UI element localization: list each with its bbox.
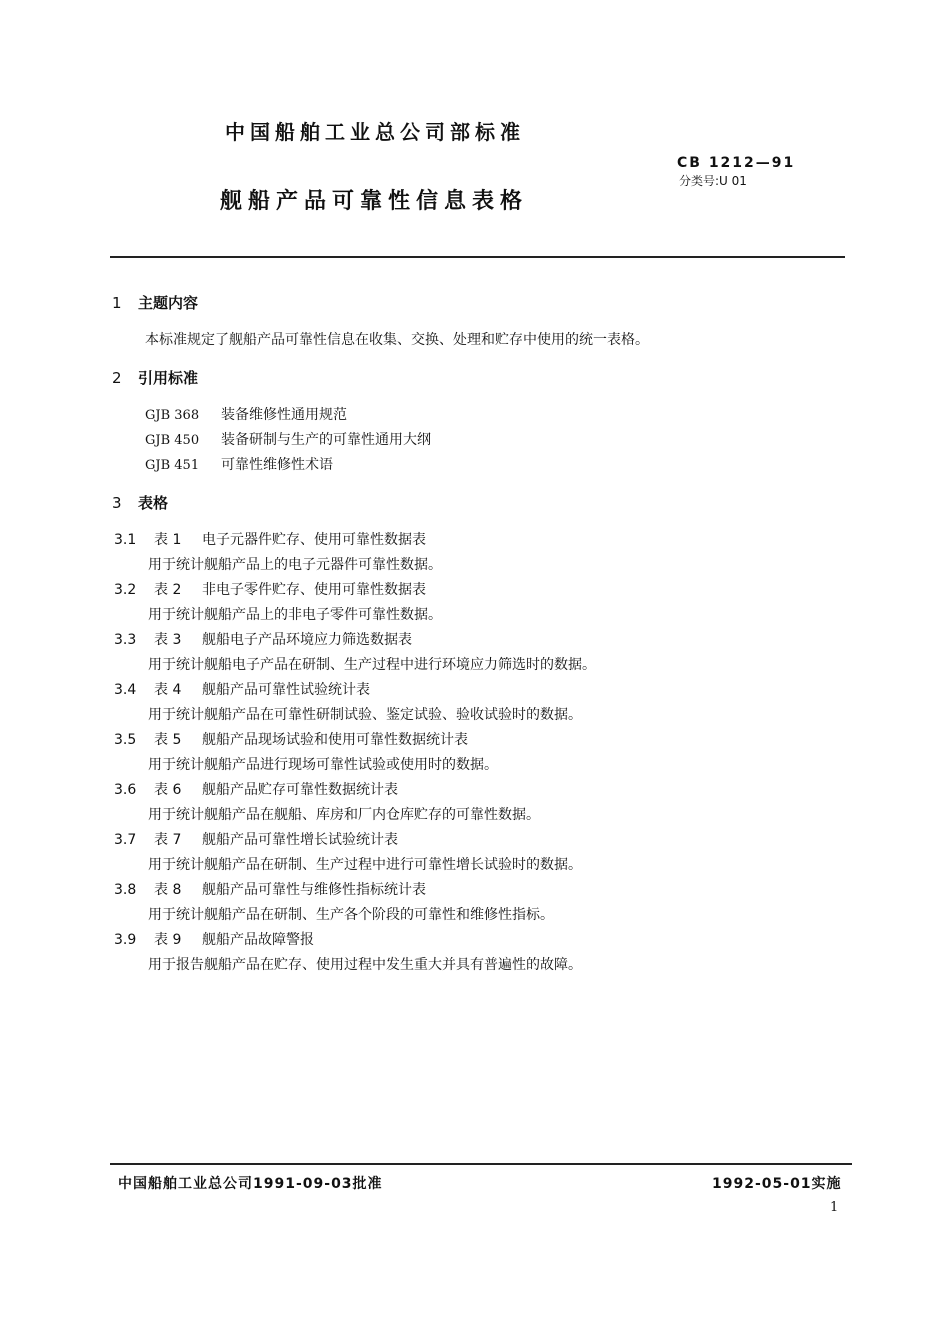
- table-title: 舰船电子产品环境应力筛选数据表: [202, 632, 412, 648]
- table-title: 舰船产品现场试验和使用可靠性数据统计表: [202, 732, 468, 748]
- reference-title: 装备维修性通用规范: [221, 407, 347, 423]
- reference-title: 可靠性维修性术语: [221, 457, 333, 473]
- item-number: 3.4: [114, 682, 137, 698]
- implementation-date: 1992-05-01实施: [712, 1176, 842, 1192]
- item-number: 3.2: [114, 582, 137, 598]
- section-title: 主题内容: [138, 294, 199, 312]
- table-label: 表 3: [154, 632, 182, 648]
- table-item-heading: [114, 829, 398, 849]
- table-label: 表 4: [154, 682, 182, 698]
- table-item-heading: [114, 629, 412, 649]
- section-title: 表格: [138, 494, 169, 512]
- section-number: 3: [112, 494, 122, 512]
- table-title: 舰船产品贮存可靠性数据统计表: [202, 782, 398, 798]
- section-title: 引用标准: [138, 369, 199, 387]
- table-item-description: 用于统计舰船产品在研制、生产过程中进行可靠性增长试验时的数据。: [148, 857, 582, 873]
- standard-code: CB 1212—91: [677, 155, 796, 171]
- section-2-heading: [112, 367, 198, 388]
- organization-title: 中国船舶工业总公司部标准: [225, 120, 525, 144]
- item-number: 3.9: [114, 932, 137, 948]
- classification-number: 分类号:U 01: [679, 174, 747, 188]
- table-label: 表 6: [154, 782, 182, 798]
- table-label: 表 8: [154, 882, 182, 898]
- section-3-heading: [112, 492, 168, 513]
- section-1-heading: [112, 292, 198, 313]
- table-title: 舰船产品可靠性试验统计表: [202, 682, 370, 698]
- item-number: 3.7: [114, 832, 137, 848]
- table-label: 表 2: [154, 582, 182, 598]
- item-number: 3.6: [114, 782, 137, 798]
- item-number: 3.5: [114, 732, 137, 748]
- table-title: 舰船产品故障警报: [202, 932, 314, 948]
- table-label: 表 7: [154, 832, 182, 848]
- section-number: 1: [112, 294, 122, 312]
- table-item-description: 用于统计舰船产品在舰船、库房和厂内仓库贮存的可靠性数据。: [148, 807, 540, 823]
- table-item-heading: [114, 879, 426, 899]
- table-item-description: 用于统计舰船电子产品在研制、生产过程中进行环境应力筛选时的数据。: [148, 657, 596, 673]
- table-title: 舰船产品可靠性增长试验统计表: [202, 832, 398, 848]
- item-number: 3.8: [114, 882, 137, 898]
- table-label: 表 5: [154, 732, 182, 748]
- reference-code: GJB 368: [145, 408, 200, 423]
- table-item-description: 用于报告舰船产品在贮存、使用过程中发生重大并具有普遍性的故障。: [148, 957, 582, 973]
- footer-divider: [110, 1163, 852, 1165]
- reference-code: GJB 451: [145, 458, 200, 473]
- page-number: 1: [830, 1200, 839, 1215]
- table-item-description: 用于统计舰船产品进行现场可靠性试验或使用时的数据。: [148, 757, 498, 773]
- table-title: 舰船产品可靠性与维修性指标统计表: [202, 882, 426, 898]
- table-item-description: 用于统计舰船产品在可靠性研制试验、鉴定试验、验收试验时的数据。: [148, 707, 582, 723]
- reference-title: 装备研制与生产的可靠性通用大纲: [221, 432, 431, 448]
- table-item-heading: [114, 679, 370, 699]
- reference-code: GJB 450: [145, 433, 200, 448]
- reference-item: [145, 429, 431, 449]
- reference-item: [145, 404, 347, 424]
- table-title: 非电子零件贮存、使用可靠性数据表: [202, 582, 426, 598]
- table-item-heading: [114, 529, 426, 549]
- table-item-heading: [114, 729, 468, 749]
- approval-statement: 中国船舶工业总公司1991-09-03批准: [118, 1176, 383, 1192]
- table-item-heading: [114, 579, 426, 599]
- item-number: 3.1: [114, 532, 137, 548]
- table-item-description: 用于统计舰船产品上的非电子零件可靠性数据。: [148, 607, 442, 623]
- reference-item: [145, 454, 333, 474]
- header-divider: [110, 256, 845, 258]
- table-item-description: 用于统计舰船产品在研制、生产各个阶段的可靠性和维修性指标。: [148, 907, 554, 923]
- document-title: 舰船产品可靠性信息表格: [220, 189, 529, 214]
- table-label: 表 9: [154, 932, 182, 948]
- table-label: 表 1: [154, 532, 182, 548]
- table-item-description: 用于统计舰船产品上的电子元器件可靠性数据。: [148, 557, 442, 573]
- section-1-body: 本标准规定了舰船产品可靠性信息在收集、交换、处理和贮存中使用的统一表格。: [145, 332, 649, 348]
- item-number: 3.3: [114, 632, 137, 648]
- table-item-heading: [114, 929, 314, 949]
- table-title: 电子元器件贮存、使用可靠性数据表: [202, 532, 426, 548]
- table-item-heading: [114, 779, 398, 799]
- section-number: 2: [112, 369, 122, 387]
